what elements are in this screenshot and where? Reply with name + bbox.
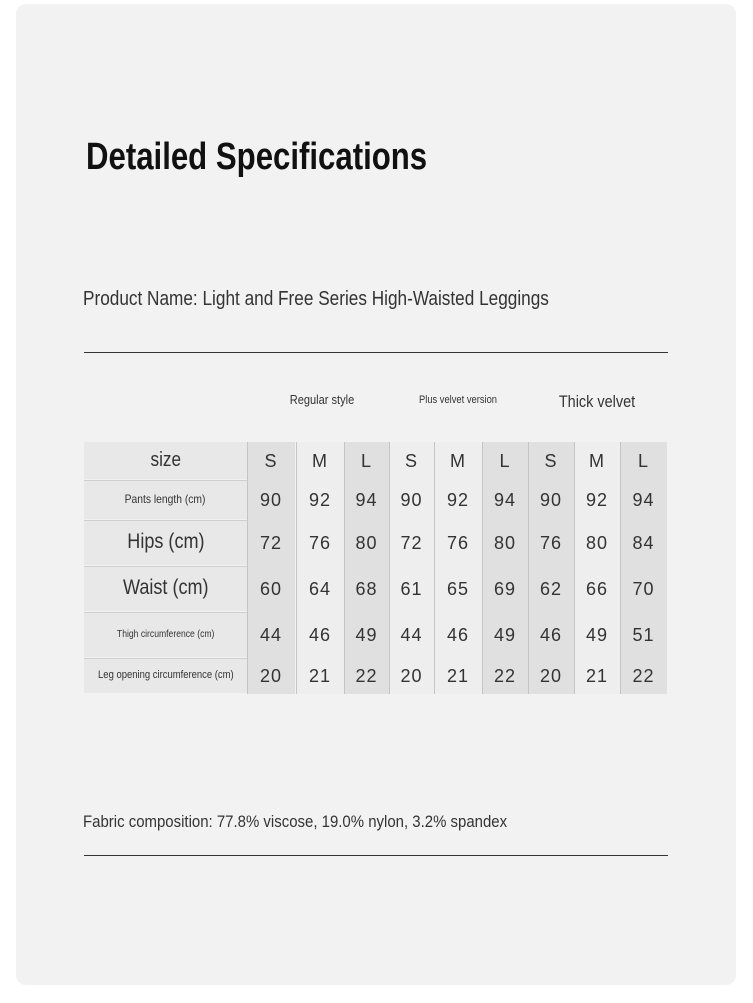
size-header-cell: L <box>482 442 528 480</box>
table-cell: 20 <box>528 658 574 694</box>
column-separator <box>247 442 248 694</box>
group-regular-style: Regular style <box>289 392 355 407</box>
table-cell: 61 <box>389 566 434 612</box>
table-cell: 69 <box>482 566 528 612</box>
size-header-cell: S <box>247 442 295 480</box>
row-label <box>84 520 247 565</box>
row-label-text: Waist (cm) <box>122 576 209 600</box>
table-cell: 68 <box>344 566 389 612</box>
column-separator <box>434 442 435 694</box>
column-separator <box>389 442 390 694</box>
column-separator <box>344 442 345 694</box>
column-separator <box>620 442 621 694</box>
row-label <box>84 480 247 519</box>
row-label-text: Thigh circumference (cm) <box>116 628 215 640</box>
row-label <box>84 658 247 693</box>
table-cell: 92 <box>296 480 344 520</box>
row-separator <box>84 658 247 659</box>
table-cell: 92 <box>434 480 482 520</box>
column-separator <box>528 442 529 694</box>
table-cell: 62 <box>528 566 574 612</box>
table-cell: 72 <box>389 520 434 566</box>
size-header-label <box>84 442 247 479</box>
table-cell: 21 <box>434 658 482 694</box>
table-cell: 49 <box>482 612 528 658</box>
column-separator <box>482 442 483 694</box>
table-cell: 66 <box>574 566 620 612</box>
table-cell: 76 <box>434 520 482 566</box>
table-cell: 90 <box>528 480 574 520</box>
group-thick-velvet: Thick velvet <box>558 392 636 411</box>
page-title: Detailed Specifications <box>86 136 428 178</box>
size-header-cell: S <box>528 442 574 480</box>
row-separator <box>84 612 247 613</box>
table-cell: 20 <box>247 658 295 694</box>
divider-top <box>84 352 668 353</box>
table-cell: 22 <box>620 658 667 694</box>
table-cell: 46 <box>528 612 574 658</box>
table-cell: 72 <box>247 520 295 566</box>
table-cell: 46 <box>296 612 344 658</box>
table-cell: 46 <box>434 612 482 658</box>
table-cell: 76 <box>296 520 344 566</box>
table-cell: 80 <box>344 520 389 566</box>
table-cell: 92 <box>574 480 620 520</box>
table-cell: 84 <box>620 520 667 566</box>
row-separator <box>84 566 247 567</box>
table-cell: 22 <box>482 658 528 694</box>
size-header-cell: S <box>389 442 434 480</box>
table-cell: 51 <box>620 612 667 658</box>
table-cell: 21 <box>574 658 620 694</box>
row-label-text: Pants length (cm) <box>125 491 206 506</box>
table-cell: 44 <box>247 612 295 658</box>
size-header-cell: M <box>574 442 620 480</box>
table-cell: 44 <box>389 612 434 658</box>
table-cell: 94 <box>344 480 389 520</box>
table-cell: 90 <box>247 480 295 520</box>
group-plus-velvet: Plus velvet version <box>419 394 497 406</box>
row-label <box>84 612 247 657</box>
table-cell: 80 <box>482 520 528 566</box>
table-cell: 20 <box>389 658 434 694</box>
table-cell: 21 <box>296 658 344 694</box>
size-header-cell: L <box>620 442 667 480</box>
table-cell: 80 <box>574 520 620 566</box>
row-label-text: Leg opening circumference (cm) <box>97 669 234 682</box>
row-label <box>84 566 247 611</box>
row-separator <box>84 520 247 521</box>
row-label-text: Hips (cm) <box>126 530 205 554</box>
table-cell: 65 <box>434 566 482 612</box>
fabric-composition: Fabric composition: 77.8% viscose, 19.0% nylon, 3.2% spandex <box>83 812 508 831</box>
table-cell: 22 <box>344 658 389 694</box>
row-separator <box>84 480 247 481</box>
size-header-cell: M <box>434 442 482 480</box>
size-header-cell: M <box>296 442 344 480</box>
table-cell: 76 <box>528 520 574 566</box>
table-cell: 90 <box>389 480 434 520</box>
divider-bottom <box>84 855 668 856</box>
column-separator <box>574 442 575 694</box>
size-header-text: size <box>150 449 181 471</box>
table-cell: 70 <box>620 566 667 612</box>
size-header-cell: L <box>344 442 389 480</box>
table-cell: 49 <box>344 612 389 658</box>
table-cell: 94 <box>482 480 528 520</box>
product-name: Product Name: Light and Free Series High-Waisted Leggings <box>83 288 549 310</box>
column-separator <box>296 442 297 694</box>
table-cell: 60 <box>247 566 295 612</box>
table-cell: 94 <box>620 480 667 520</box>
table-cell: 49 <box>574 612 620 658</box>
table-cell: 64 <box>296 566 344 612</box>
